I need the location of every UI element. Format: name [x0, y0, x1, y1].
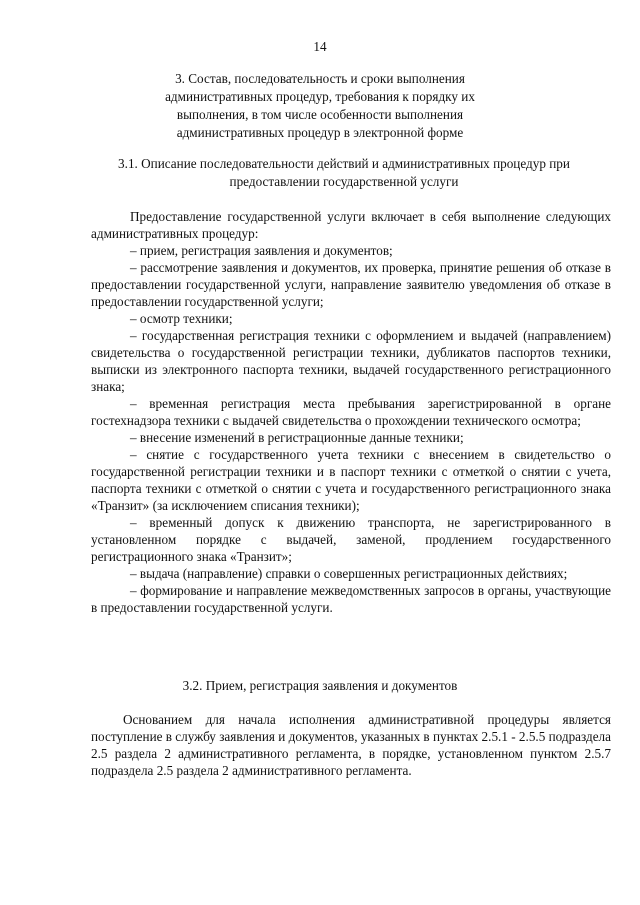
procedure-item: – осмотр техники; — [130, 311, 233, 326]
subsection-title — [84, 155, 604, 191]
section-title-line: административных процедур в электронной форме — [176, 125, 464, 140]
procedure-item: – внесение изменений в регистрационные данные техники; — [130, 430, 464, 445]
section-title-line: выполнения, в том числе особенности выполнения — [176, 107, 464, 122]
page-number: 14 — [313, 39, 327, 54]
procedure-item: – прием, регистрация заявления и документов; — [130, 243, 393, 258]
procedure-item: – снятие с государственного учета техники с внесением в свидетельство о государственной регистрации техники и в паспорт техники с отметкой о снятии с учета, паспорта техники с отметкой о снятии с учета и государственного регистрационного знака «Транзит» (за исключением списания техники); — [91, 447, 611, 513]
procedure-item: – выдача (направление) справки о совершенных регистрационных действиях; — [130, 566, 568, 581]
procedures-block — [91, 208, 611, 616]
section-title-line: административных процедур, требования к порядку их — [165, 89, 475, 104]
procedure-item: – рассмотрение заявления и документов, их проверка, принятие решения об отказе в предоставлении государственной услуги, направление заявителю уведомления об отказе в предоставлении государственной услуги; — [91, 260, 611, 309]
procedure-item: – формирование и направление межведомственных запросов в органы, участвующие в предоставлении государственной услуги. — [91, 583, 611, 615]
subsection2-block — [91, 711, 611, 779]
subsection2-title: 3.2. Прием, регистрация заявления и документов — [182, 678, 458, 693]
intro-paragraph: Предоставление государственной услуги включает в себя выполнение следующих административных процедур: — [91, 209, 611, 241]
subsection2-paragraph: Основанием для начала исполнения административной процедуры является поступление в службу заявления и документов, указанных в пунктах 2.5.1 - 2.5.5 подраздела 2.5 раздела 2 административного регламента, в порядке, установленном пунктом 2.5.7 подраздела 2.5 раздела 2 административного регламента. — [91, 712, 611, 778]
procedure-item: – государственная регистрация техники с оформлением и выдачей (направлением) свидетельства о государственной регистрации техники, дубликатов паспортов техники, выписки из электронного паспорта техники, выдачей государственного регистрационного знака; — [91, 328, 611, 394]
subsection-title-line: предоставлении государственной услуги — [229, 174, 459, 189]
section-title-line: 3. Состав, последовательность и сроки выполнения — [175, 71, 465, 86]
subsection-title-line: 3.1. Описание последовательности действий и административных процедур при — [118, 156, 570, 171]
procedure-item: – временный допуск к движению транспорта, не зарегистрированного в установленном порядке с выдачей, заменой, продлением государственного регистрационного знака «Транзит»; — [91, 515, 611, 564]
section-title — [90, 70, 550, 142]
procedure-item: – временная регистрация места пребывания зарегистрированной в органе гостехнадзора техники с выдачей свидетельства о прохождении технического осмотра; — [91, 396, 611, 428]
